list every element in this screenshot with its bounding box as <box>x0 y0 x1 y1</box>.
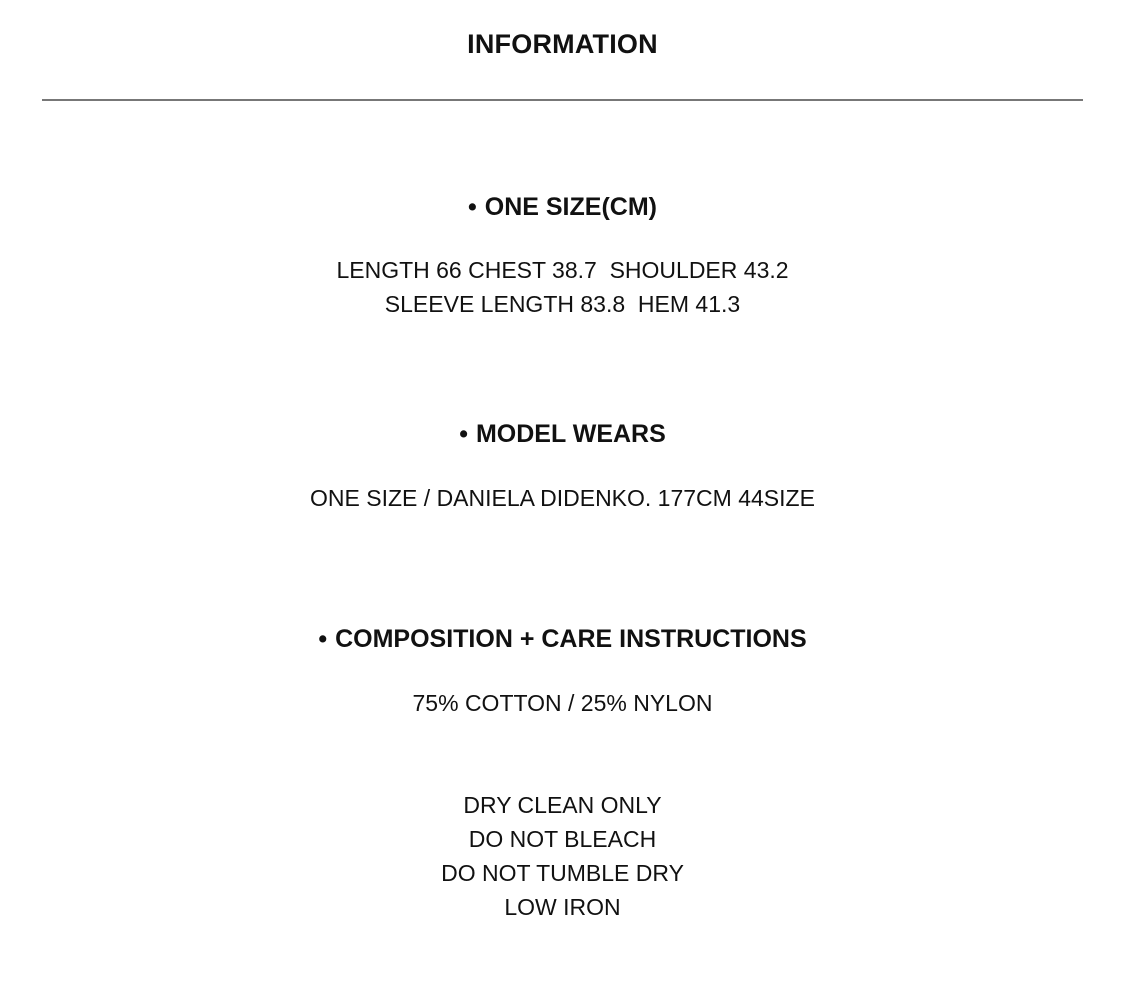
care-line-1: DRY CLEAN ONLY <box>463 792 662 818</box>
care-line-3: DO NOT TUMBLE DRY <box>441 860 684 886</box>
care-line-2: DO NOT BLEACH <box>468 826 657 852</box>
model-line-1: ONE SIZE / DANIELA DIDENKO. 177CM 44SIZE <box>310 485 815 511</box>
material-line: 75% COTTON / 25% NYLON <box>412 690 713 716</box>
bullet-icon: • <box>318 625 328 653</box>
composition-section-heading <box>0 622 1125 656</box>
size-line-2: SLEEVE LENGTH 83.8 HEM 41.3 <box>384 291 741 317</box>
care-line-4: LOW IRON <box>504 894 621 920</box>
size-section-heading <box>0 190 1125 224</box>
title-divider <box>42 99 1083 101</box>
model-info <box>0 481 1125 515</box>
bullet-icon: • <box>468 193 477 221</box>
care-instructions <box>0 788 1125 924</box>
bullet-icon: • <box>459 420 468 448</box>
size-heading-label: ONE SIZE(CM) <box>484 193 657 221</box>
size-line-1: LENGTH 66 CHEST 38.7 SHOULDER 43.2 <box>336 257 789 283</box>
page-title: INFORMATION <box>467 29 658 59</box>
composition-heading-label: COMPOSITION + CARE INSTRUCTIONS <box>335 625 807 653</box>
material-composition <box>0 686 1125 720</box>
size-measurements <box>0 253 1125 321</box>
model-section-heading <box>0 417 1125 451</box>
model-heading-label: MODEL WEARS <box>475 420 666 448</box>
